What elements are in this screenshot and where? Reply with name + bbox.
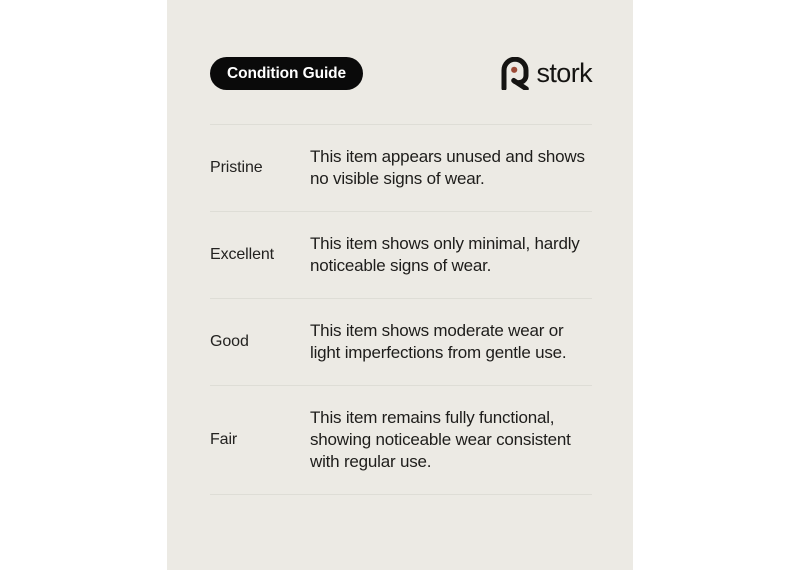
condition-description: This item shows only minimal, hardly noticeable signs of wear. [310, 234, 580, 275]
condition-row-good [210, 298, 592, 385]
condition-label: Good [210, 333, 249, 350]
condition-description: This item remains fully functional, showing noticeable wear consistent with regular use. [310, 408, 571, 471]
condition-description: This item appears unused and shows no visible signs of wear. [310, 147, 585, 188]
brand-wordmark: stork [536, 58, 592, 88]
condition-description: This item shows moderate wear or light imperfections from gentle use. [310, 321, 567, 362]
condition-table [210, 124, 592, 495]
condition-guide-badge: Condition Guide [210, 57, 363, 90]
condition-label: Fair [210, 431, 238, 448]
logo-dot [512, 67, 518, 73]
stork-logo [500, 57, 592, 90]
condition-guide-card [167, 0, 633, 570]
condition-label: Excellent [210, 246, 275, 263]
condition-label: Pristine [210, 159, 263, 176]
condition-row-excellent [210, 211, 592, 298]
card-header [210, 57, 592, 90]
condition-row-fair [210, 385, 592, 495]
condition-row-pristine [210, 124, 592, 211]
stork-pin-icon [500, 57, 530, 90]
